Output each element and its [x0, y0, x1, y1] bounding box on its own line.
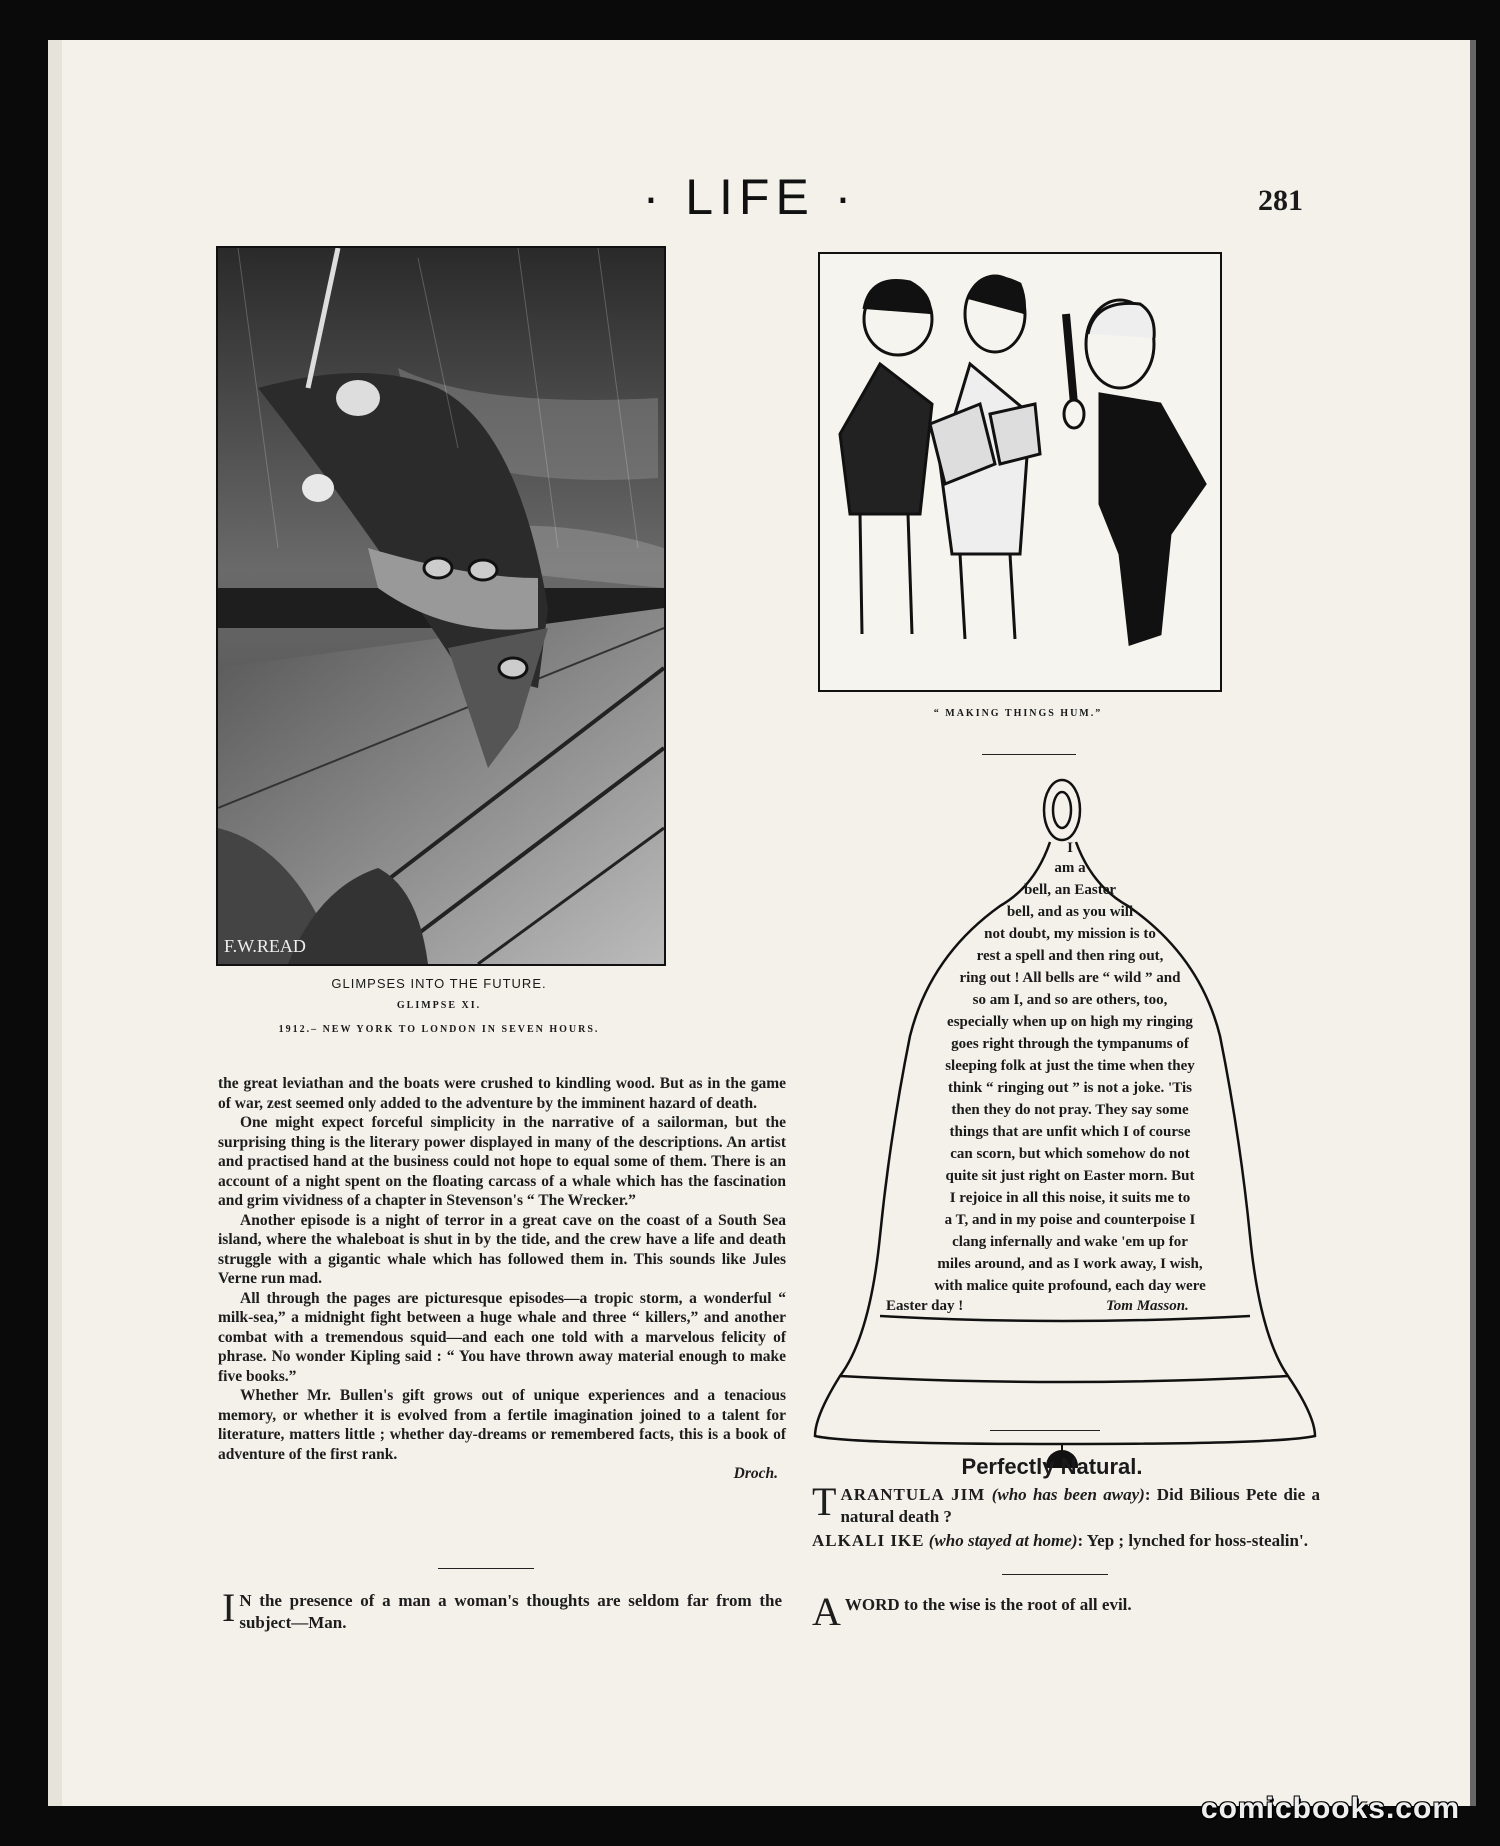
- bell-line: goes right through the tympanums of: [951, 1036, 1189, 1052]
- bell-line: not doubt, my mission is to: [984, 926, 1156, 942]
- bell-line: think “ ringing out ” is not a joke. 'Tis: [948, 1080, 1192, 1096]
- left-caption-line: 1912.– NEW YORK TO LONDON IN SEVEN HOURS.: [278, 1024, 600, 1035]
- bell-line: quite sit just right on Easter morn. But: [945, 1168, 1195, 1184]
- bell-line: then they do not pray. They say some: [951, 1102, 1189, 1118]
- review-paragraph: Another episode is a night of terror in a great cave on the coast of a South Sea island, where the whaleboat is shut in by the tide, and the crew have a life and death struggle with a gigantic whale which has followed them in. This sounds like Jules Verne run mad.: [218, 1211, 786, 1287]
- bell-line: rest a spell and then ring out,: [976, 948, 1164, 964]
- epigram-right-initial: A: [812, 1589, 841, 1634]
- bell-line: so am I, and so are others, too,: [972, 992, 1168, 1008]
- review-paragraph: One might expect forceful simplicity in the narrative of a sailorman, but the surprising thing is the literary power displayed in many of the descriptions. An artist and practised hand at the business could not hope to equal some of them. There is an account of a night spent on the floating carcass of a whale which has the fascination and grim vividness of a chapter in Stevenson's “ The Wrecker.”: [218, 1114, 786, 1209]
- page-edge: [1470, 40, 1476, 1806]
- epigram-left-initial: I: [222, 1585, 236, 1630]
- divider-rule: [982, 754, 1076, 755]
- masthead-title: · LIFE ·: [642, 169, 858, 225]
- dialogue-line: [812, 1530, 1320, 1552]
- watermark: comicbooks.com: [1200, 1792, 1460, 1825]
- bell-last-line: Easter day !: [886, 1298, 964, 1314]
- epigram-left: [222, 1585, 782, 1634]
- perfectly-natural-dialogue: [812, 1479, 1321, 1552]
- speaker-name: ALKALI IKE: [812, 1531, 925, 1550]
- divider-rule: [438, 1568, 534, 1569]
- bell-author: Tom Masson.: [1106, 1298, 1189, 1314]
- bell-line: sleeping folk at just the time when they: [945, 1058, 1195, 1074]
- bell-line: especially when up on high my ringing: [947, 1014, 1193, 1030]
- cartoon-drawing: [820, 254, 1220, 690]
- bell-line: things that are unfit which I of course: [949, 1124, 1191, 1140]
- divider-rule: [1002, 1574, 1108, 1575]
- bell-line: I rejoice in all this noise, it suits me to: [949, 1190, 1191, 1206]
- dialogue-text: : Yep ; lynched for hoss-stealin'.: [1077, 1531, 1308, 1550]
- dialogue-text: : Did Bilious Pete die a natural death ?: [840, 1485, 1321, 1526]
- illustrator-signature: F.W.READ: [224, 936, 306, 956]
- train-illustration: [216, 246, 666, 966]
- bell-line: I: [1067, 840, 1073, 856]
- perfectly-natural-heading: Perfectly Natural.: [961, 1454, 1143, 1479]
- cartoon-caption: “ MAKING THINGS HUM.”: [933, 708, 1103, 719]
- bell-line: can scorn, but which somehow do not: [950, 1146, 1190, 1162]
- review-signature: Droch.: [733, 1465, 778, 1482]
- left-caption-sub: GLIMPSE XI.: [396, 1000, 482, 1011]
- cartoon-illustration: [818, 252, 1222, 692]
- left-caption-title: GLIMPSES INTO THE FUTURE.: [331, 976, 547, 991]
- bell-line: a T, and in my poise and counterpoise I: [944, 1212, 1196, 1228]
- bell-line: am a: [1054, 860, 1086, 876]
- epigram-right: [812, 1589, 1320, 1634]
- bell-line: bell, an Easter: [1023, 882, 1117, 898]
- review-paragraph: Whether Mr. Bullen's gift grows out of unique experiences and a tenacious memory, or whether it is evolved from a fertile imagination joined to a talent for literature, matters little ; whether day-dreams or remembered facts, this is a book of adventure of the first rank.: [218, 1387, 786, 1463]
- epigram-right-text: WORD to the wise is the root of all evil.: [844, 1595, 1132, 1614]
- review-column: [218, 1074, 786, 1484]
- bell-line: bell, and as you will: [1006, 904, 1134, 920]
- bell-line: clang infernally and wake 'em up for: [952, 1234, 1188, 1250]
- bell-line: ring out ! All bells are “ wild ” and: [959, 970, 1181, 986]
- review-paragraph: All through the pages are picturesque episodes—a tropic storm, a wonderful “ milk-sea,” a midnight fight between a huge whale and three “ killers,” and another combat with a tremendous squid—and each one told with a marvelous felicity of phrase. No wonder Kipling said : “ You have thrown away material enough to make five books.”: [218, 1289, 786, 1385]
- train-drawing: [218, 248, 664, 964]
- bell-line: with malice quite profound, each day were: [934, 1278, 1206, 1294]
- epigram-left-text: N the presence of a man a woman's thoughts are seldom far from the subject—Man.: [239, 1591, 782, 1632]
- speaker-aside: (who has been away): [991, 1485, 1145, 1504]
- page-number: 281: [1258, 184, 1303, 217]
- review-paragraph: the great leviathan and the boats were crushed to kindling wood. But as in the game of war, zest seemed only added to the adventure by the imminent hazard of death.: [218, 1075, 786, 1112]
- divider-rule: [990, 1430, 1100, 1431]
- dialogue-initial: T: [812, 1479, 837, 1524]
- dialogue-line: [812, 1479, 1321, 1528]
- speaker-name: ARANTULA JIM: [840, 1485, 986, 1504]
- bell-line: miles around, and as I work away, I wish,: [937, 1256, 1203, 1272]
- speaker-aside: (who stayed at home): [928, 1531, 1078, 1550]
- bell-poem: [810, 776, 1330, 1468]
